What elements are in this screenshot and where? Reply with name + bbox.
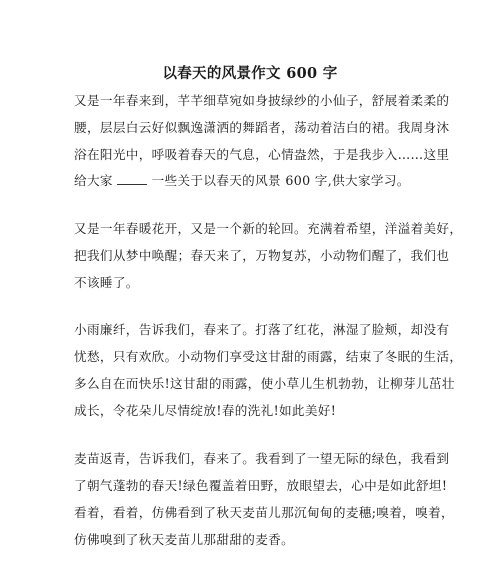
paragraph-4-line-1: 麦苗返青，告诉我们，春来了。我看到了一望无际的绿色，我看到 (74, 451, 450, 466)
paragraph-1-line-4 (74, 172, 410, 190)
paragraph-2-line-3: 不该睡了。 (74, 275, 139, 290)
paragraph-3-line-1: 小雨廉纤，告诉我们，春来了。打落了红花，淋湿了脸颊，却没有 (74, 322, 450, 337)
paragraph-2-line-1: 又是一年春暖花开，又是一个新的轮回。充满着希望，洋溢着美好， (74, 221, 463, 236)
paragraph-3-line-3: 多么自在而快乐!这甘甜的雨露，使小草儿生机勃勃，让柳芽儿茁壮 (74, 376, 455, 391)
paragraph-1-line-3: 浴在阳光中，呼吸着春天的气息，心情盎然，于是我步入……这里 (74, 147, 450, 162)
paragraph-4-line-3: 看着，看着，仿佛看到了秋天麦苗儿那沉甸甸的麦穗;嗅着，嗅着， (74, 505, 454, 520)
paragraph-1-line-4-start: 给大家 (74, 173, 113, 188)
paragraph-1-line-1: 又是一年春来到，芊芊细草宛如身披绿纱的小仙子，舒展着柔柔的 (74, 93, 450, 108)
paragraph-3-line-2: 忧愁，只有欢欣。小动物们享受这甘甜的雨露，结束了冬眠的生活， (74, 349, 463, 364)
paragraph-3-line-4: 成长，令花朵儿尽情绽放!春的洗礼!如此美好! (74, 403, 337, 418)
paragraph-4-line-2: 了朝气蓬勃的春天!绿色覆盖着田野，放眼望去，心中是如此舒坦! (74, 478, 448, 493)
paragraph-4-line-4: 仿佛嗅到了秋天麦苗儿那甜甜的麦香。 (74, 532, 295, 547)
paragraph-2-line-2: 把我们从梦中唤醒；春天来了，万物复苏，小动物们醒了，我们也 (74, 248, 450, 263)
blank-underline (117, 184, 147, 185)
paragraph-1-line-4-end: 一些关于以春天的风景 600 字,供大家学习。 (151, 173, 410, 188)
document-title: 以春天的风景作文 600 字 (162, 65, 338, 82)
paragraph-1-line-2: 腰，层层白云好似飘逸潇洒的舞蹈者，荡动着洁白的裙。我周身沐 (74, 120, 450, 135)
